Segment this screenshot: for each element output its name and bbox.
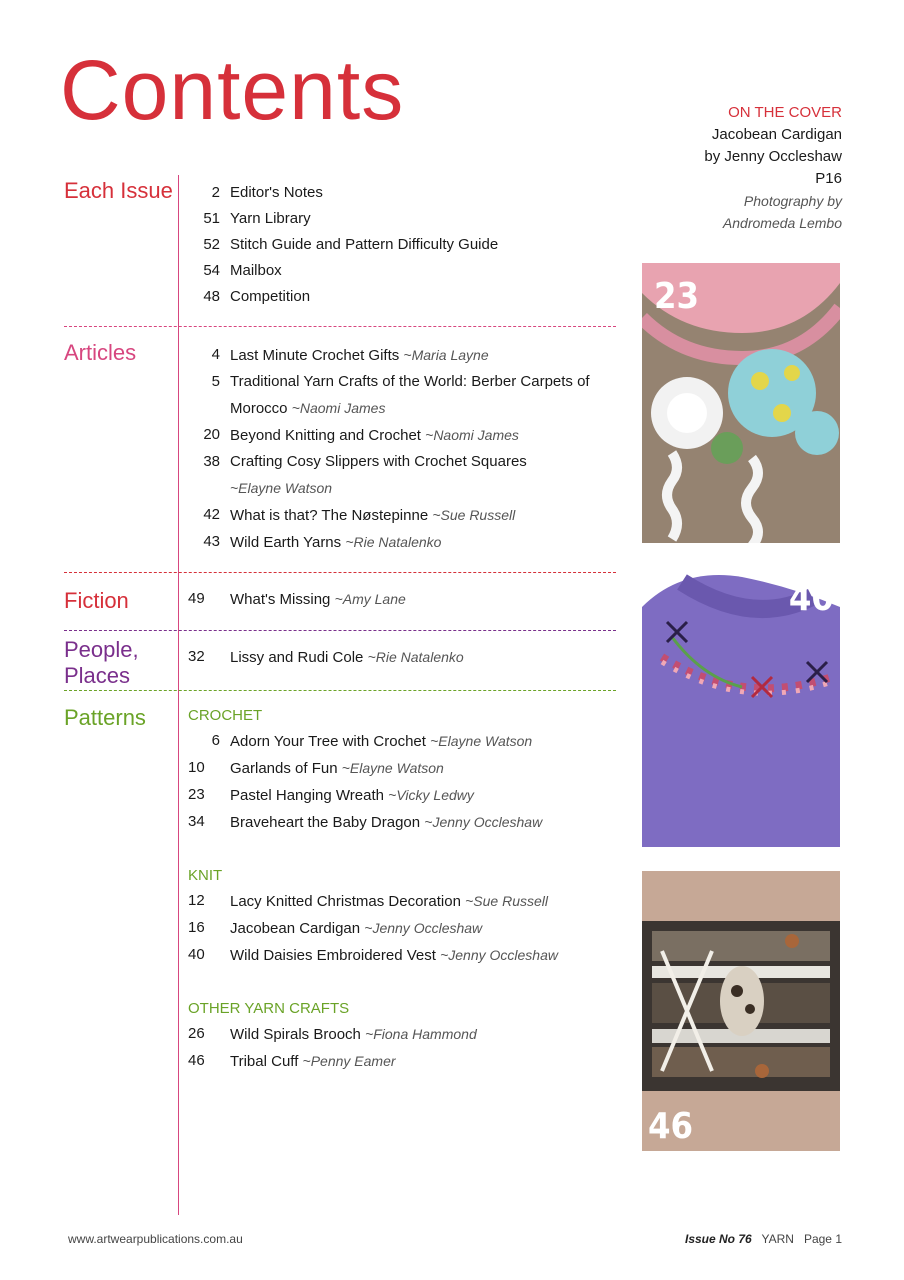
embroidered-vest-photo[interactable] bbox=[642, 567, 840, 847]
list-item[interactable]: 43 Wild Earth Yarns ~Rie Natalenko bbox=[203, 533, 442, 551]
photo-credit-line2: Andromeda Lembo bbox=[722, 215, 842, 231]
page-badge: 23 bbox=[654, 276, 700, 317]
list-item[interactable]: 20 Beyond Knitting and Crochet ~Naomi James bbox=[203, 426, 519, 444]
section-label-fiction: Fiction bbox=[64, 588, 129, 613]
fiction-list bbox=[188, 586, 628, 613]
page-badge: 46 bbox=[648, 1106, 694, 1147]
section-divider bbox=[64, 690, 616, 691]
page-title: Contents bbox=[60, 43, 405, 137]
footer-issue: Issue No 76 bbox=[684, 1232, 752, 1246]
list-item[interactable]: 10 Garlands of Fun ~Elayne Watson bbox=[188, 759, 444, 777]
section-label-people-places: People, Places bbox=[64, 637, 139, 688]
section-divider bbox=[64, 572, 616, 573]
subheading-crochet: CROCHET bbox=[188, 707, 263, 724]
cover-heading: ON THE COVER bbox=[728, 104, 842, 121]
list-item[interactable]: 51 Yarn Library bbox=[203, 210, 311, 227]
list-item[interactable]: 32 Lissy and Rudi Cole ~Rie Natalenko bbox=[188, 648, 464, 666]
list-item[interactable]: 46 Tribal Cuff ~Penny Eamer bbox=[188, 1052, 396, 1070]
section-divider bbox=[64, 630, 616, 631]
list-item[interactable]: 12 Lacy Knitted Christmas Decoration ~Sue Russell bbox=[188, 892, 548, 910]
section-label-each-issue: Each Issue bbox=[64, 178, 173, 203]
patterns-list bbox=[188, 702, 628, 1075]
vertical-divider bbox=[178, 175, 179, 1215]
cover-title: Jacobean Cardigan bbox=[711, 126, 842, 143]
list-item[interactable]: 49 What's Missing ~Amy Lane bbox=[188, 590, 406, 608]
section-divider bbox=[64, 326, 616, 327]
list-item[interactable]: 42 What is that? The Nøstepinne ~Sue Russell bbox=[203, 506, 516, 524]
footer-page: Page 1 bbox=[803, 1232, 842, 1246]
cover-page: P16 bbox=[815, 170, 842, 187]
photo-credit-line1: Photography by bbox=[743, 193, 842, 209]
list-item[interactable]: 4 Last Minute Crochet Gifts ~Maria Layne bbox=[211, 346, 489, 364]
list-item[interactable]: 26 Wild Spirals Brooch ~Fiona Hammond bbox=[188, 1025, 477, 1043]
subheading-knit: KNIT bbox=[188, 867, 223, 884]
list-item[interactable]: 23 Pastel Hanging Wreath ~Vicky Ledwy bbox=[188, 786, 474, 804]
footer-magazine: YARN bbox=[761, 1232, 794, 1246]
list-item[interactable]: 38 Crafting Cosy Slippers with Crochet Squares ~Elayne Watson bbox=[203, 453, 527, 496]
section-label-patterns: Patterns bbox=[64, 705, 146, 730]
list-item[interactable]: 34 Braveheart the Baby Dragon ~Jenny Occleshaw bbox=[188, 813, 543, 831]
list-item[interactable]: 48 Competition bbox=[203, 288, 311, 305]
list-item[interactable]: 52 Stitch Guide and Pattern Difficulty Guide bbox=[203, 236, 499, 253]
articles-list bbox=[188, 342, 628, 556]
list-item[interactable]: 16 Jacobean Cardigan ~Jenny Occleshaw bbox=[188, 919, 483, 937]
each-issue-list bbox=[188, 180, 628, 310]
footer-url[interactable]: www.artwearpublications.com.au bbox=[68, 1232, 243, 1246]
list-item[interactable]: 40 Wild Daisies Embroidered Vest ~Jenny Occleshaw bbox=[188, 946, 558, 964]
list-item[interactable]: 54 Mailbox bbox=[203, 262, 282, 279]
tribal-cuff-photo[interactable] bbox=[642, 871, 840, 1151]
list-item[interactable]: 5 Traditional Yarn Crafts of the World: Berber Carpets of Morocco ~Naomi James bbox=[211, 373, 590, 417]
cover-info bbox=[620, 102, 842, 234]
cover-byline: by Jenny Occleshaw bbox=[704, 148, 842, 165]
crochet-wreath-photo[interactable] bbox=[642, 263, 840, 543]
subheading-other-yarn-crafts: OTHER YARN CRAFTS bbox=[188, 1000, 350, 1017]
section-label-articles: Articles bbox=[64, 340, 137, 365]
list-item[interactable]: 6 Adorn Your Tree with Crochet ~Elayne Watson bbox=[211, 732, 533, 750]
people-list bbox=[188, 644, 628, 671]
list-item[interactable]: 2 Editor's Notes bbox=[211, 184, 323, 201]
footer-issue-info bbox=[685, 1232, 842, 1246]
page-badge: 40 bbox=[788, 578, 834, 619]
